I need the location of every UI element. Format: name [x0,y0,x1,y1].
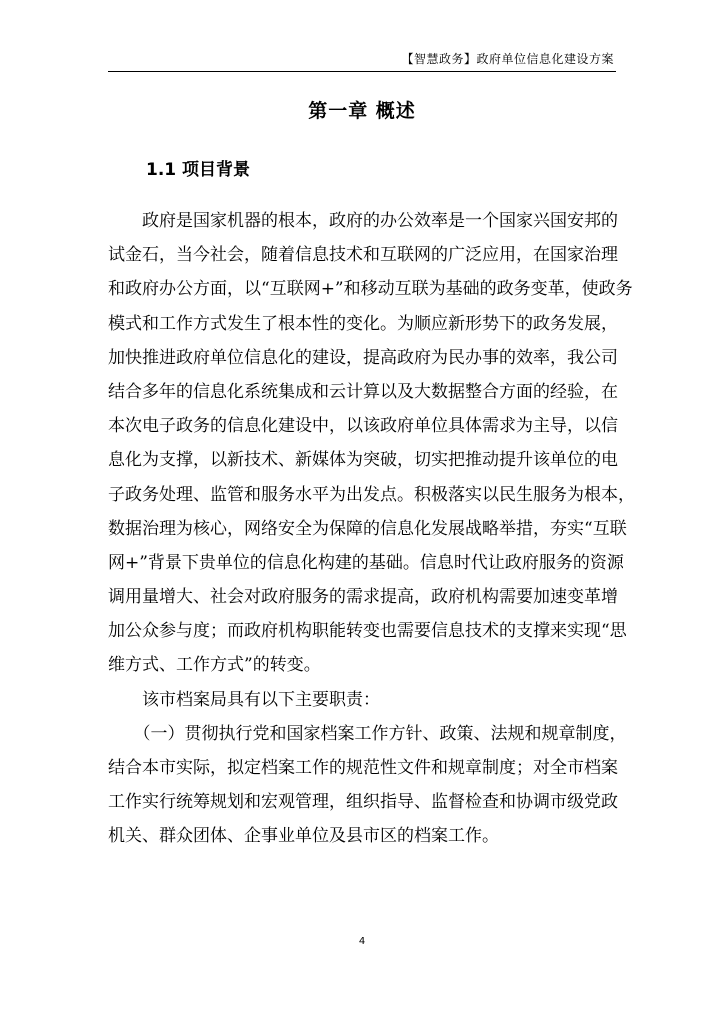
body-line: 本次电子政务的信息化建设中，以该政府单位具体需求为主导，以信 [108,416,618,437]
body-line: 维方式、工作方式”的转变。 [108,655,321,676]
body-line: 结合多年的信息化系统集成和云计算以及大数据整合方面的经验，在 [108,381,618,402]
body-line: 政府是国家机器的根本，政府的办公效率是一个国家兴国安邦的 [108,211,618,231]
body-line: 网+”背景下贵单位的信息化构建的基础。信息时代让政府服务的资源 [108,552,624,573]
chapter-title: 第一章 概述 [308,100,416,122]
body-line: 子政务处理、监管和服务水平为出发点。积极落实以民生服务为根本， [108,484,635,505]
running-header: 【智慧政务】政府单位信息化建设方案 [401,52,614,66]
body-line: 和政府办公方面，以“互联网+”和移动互联为基础的政务变革，使政务 [108,279,633,300]
body-line: 机关、群众团体、企事业单位及县市区的档案工作。 [108,826,499,847]
section-title: 1.1 项目背景 [146,160,251,180]
body-line: 模式和工作方式发生了根本性的变化。为顺应新形势下的政务发展， [108,313,618,334]
body-line: 工作实行统筹规划和宏观管理，组织指导、监督检查和协调市级党政 [108,792,618,813]
body-line: 加快推进政府单位信息化的建设，提高政府为民办事的效率，我公司 [108,347,618,368]
body-text [108,204,635,854]
header-rule [108,71,616,72]
body-line: 加公众参与度；而政府机构职能转变也需要信息技术的支撑来实现“思 [108,621,627,642]
body-line: 结合本市实际，拟定档案工作的规范性文件和规章制度；对全市档案 [108,758,618,778]
body-line: 该市档案局具有以下主要职责： [108,689,380,710]
body-line: 息化为支撑，以新技术、新媒体为突破，切实把推动提升该单位的电 [108,450,618,471]
body-line: （一）贯彻执行党和国家档案工作方针、政策、法规和规章制度， [108,723,627,744]
page-number: 4 [358,936,366,947]
body-line: 数据治理为核心，网络安全为保障的信息化发展战略举措，夯实“互联 [108,518,627,539]
body-line: 调用量增大、社会对政府服务的需求提高，政府机构需要加速变革增 [108,587,618,608]
body-line: 试金石，当今社会，随着信息技术和互联网的广泛应用，在国家治理 [108,245,618,266]
